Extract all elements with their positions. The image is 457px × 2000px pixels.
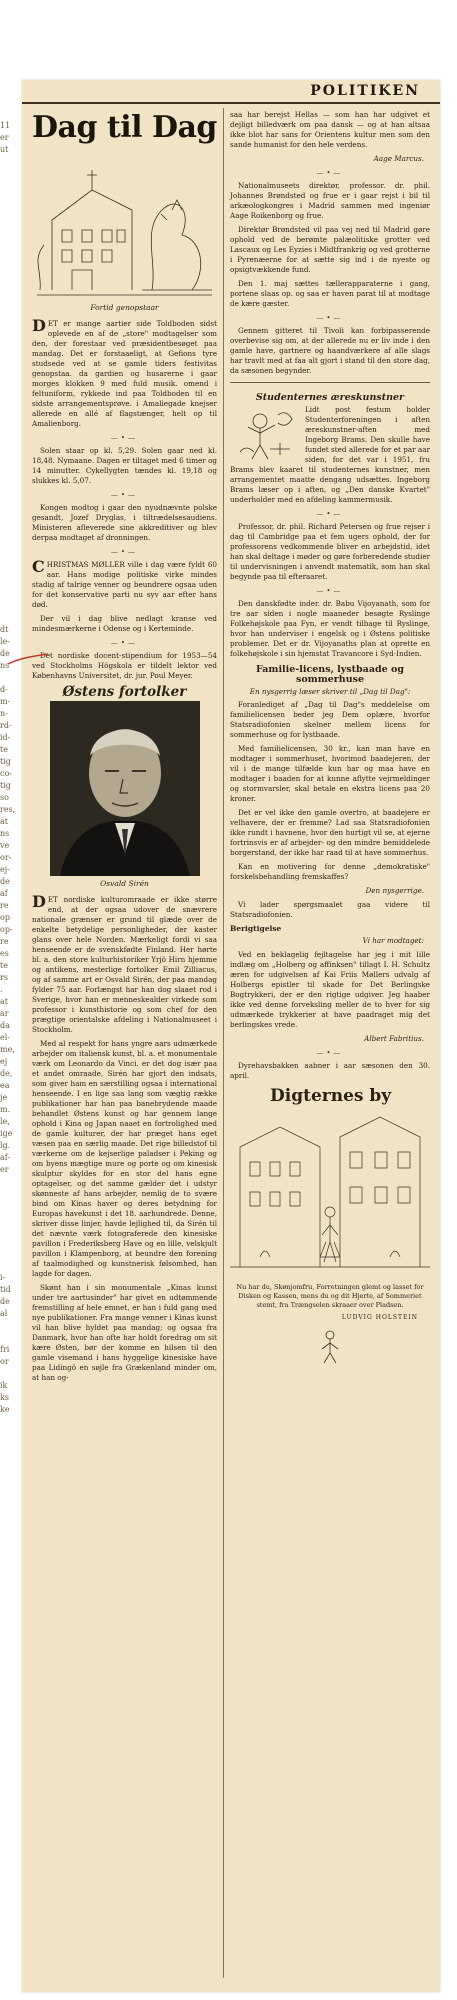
paragraph: Gennem gitteret til Tivoli kan forbipasserende overbevise sig om, at der allerede nu er liv inde i den gamle have, gartnere og haandværkere af alle slags har travlt med at faa alt gjort i stand til den store dag, da sæsonen begynder. xyxy=(230,326,430,375)
street-sketch xyxy=(230,1107,430,1277)
signature: Den nysgerrige. xyxy=(365,886,424,895)
paragraph: Den 1. maj sættes tællerapparaterne i gang, portene slaas op. og saa er haven parat til at modtage de kære gæster. xyxy=(230,279,430,308)
photo-caption: Osvald Sirén xyxy=(100,879,149,888)
divider-ornament: —•— xyxy=(316,1049,344,1057)
paragraph: Kongen modtog i gaar den nyudnævnte polske gesandt, Jozef Dryglas, i tiltrædelsesaudiens. Ministeren afleverede sine akkreditiver og blev derpaa modtaget af dronningen. xyxy=(32,503,217,542)
column-rule xyxy=(223,108,224,1978)
section-subheading: En nysgerrig læser skriver til „Dag til Dag": xyxy=(249,687,411,696)
paragraph: Foranlediget af „Dag til Dag"s meddelelse om familielicensen beder jeg Dem oplære, hvorfor Statsradiofonien skelner mellem licens for sommerhuse og for lystbaade. xyxy=(230,700,430,739)
small-figure-sketch xyxy=(310,1327,350,1367)
divider-ornament: —•— xyxy=(110,491,139,499)
column-right xyxy=(230,110,430,1367)
newspaper-clipping xyxy=(22,80,440,1992)
divider-ornament: —•— xyxy=(110,639,139,647)
paragraph: Nationalmuseets direktør, professor. dr. phil. Johannes Brøndsted og frue er i gaar rejst i bil til arkæologkongres i Madrid sammen med ingeniør Aage Roikenborg og frue. xyxy=(230,181,430,220)
section-title: Digternes by xyxy=(270,1086,392,1106)
divider-ornament: —•— xyxy=(316,587,344,595)
adjacent-column-fragment: 11 er ut dt le- de ns d- m- n- rd- id- te tig co- tig so res, at ns ve or- ej- de af re op op- re es te rs . at ar da el- me, ej de, ea je m. le, ige lg. af- er i- tid de al fri or ik ks ke xyxy=(0,121,16,1414)
paragraph: Der vil i dag blive nedlagt kranse ved mindesmærkerne i Odense og i Kerteminde. xyxy=(32,614,217,633)
poem-author: LUDVIG HOLSTEIN xyxy=(341,1314,418,1321)
toldboden-sketch xyxy=(32,150,217,300)
paragraph: Med al respekt for hans yngre aars udmærkede arbejder om italiensk kunst, bl. a. et monumentale værk om Leonardo da Vinci. er det dog især paa et andet omraade, Sirén har gjort den indsats, som giver ham en særstilling ogsaa i international henseende. I en lige saa lang som vægtig række publikationer har han paa banebrydende maade behandlet Østens kunst og har gennem lange ophold i Kina og Japan naaet en fortrolighed med de gamle kulturer, der har præget hans eget væsen paa en særlig maade. Det rige billedstof til værkerne om de kejserlige paladser i Peking og om byens mægtige mure og porte og om kinesisk skulptur skyldes for en stor del hans egne optagelser, og det samme gælder det i udstyr skønneste af hans arbejder, nemlig de to svære bind om Kinas haver og deres betydning for Europas havekunst i det 18. aarhundrede. Denne, skriver disse linjer, havde lejlighed til, da Sirén til det nævnte værk fotograferede den kinesiske pavillon i Frederiksberg Have og en lille, velskjult pavillon i Klampenborg, at beundre den forening af taalmodighed og kunstnerisk følsomhed, han lagde for dagen. xyxy=(32,1039,217,1278)
divider-ornament: —•— xyxy=(316,169,344,177)
divider-ornament: —•— xyxy=(316,314,344,322)
paragraph: Vi lader spørgsmaalet gaa videre til Statsradiofonien. xyxy=(230,900,430,919)
red-pencil-mark xyxy=(6,650,50,670)
paragraph: Direktør Brøndsted vil paa vej ned til Madrid gøre ophold ved de berømte palæolitiske grotter ved Lascaux og Les Eyzies i Midtfrankrig og ved grotterne i Pyrenæerne for at sætte sig ind i de nyeste og opsigtvækkende fund. xyxy=(230,225,430,274)
masthead xyxy=(22,80,440,104)
signature: Albert Fabritius. xyxy=(364,1034,424,1043)
section-heading: Berigtigelse xyxy=(230,924,282,933)
headline: Dag til Dag xyxy=(32,110,217,145)
section-box xyxy=(230,382,430,505)
student-sketch xyxy=(230,407,300,462)
section-subheading: Vi har modtaget: xyxy=(362,936,424,945)
paragraph: DET er mange aartier side Toldboden sidst oplevede en af de „store" modtagelser som den, der forestaar ved præsidentbesøget paa mandag. Det er forstaaeligt, at Gefions tyre studsede ved at se gamle tiders festivitas genopstaa. da gardien og husarerne i gaar morges klokken 9 med fuld musik. omend i feltuniform, rykkede ind paa Toldboden til en sidste arrangementsprøve. i Amaliegade knejser allerede en allé af flagstænger, helt op til Amalienborg. xyxy=(32,316,217,428)
section-heading: Studenternes æreskunstner xyxy=(255,392,405,403)
paragraph: Skønt han i sin monumentale „Kinas kunst under tre aartusinder" har givet en udtømmende fremstilling af hele emnet, er han i fuld gang med nye publikationer. Fra mange venner i Kinas kunst vil han blive hyldet paa mandag; og ogsaa fra Danmark, hvor han ofte har holdt foredrag om sit kære Østen, bør der komme en hilsen til den gamle visemand i hans hyggelige kinesiske have paa Lidingö en søjle fra Grækenland minder om, at han og- xyxy=(32,1283,217,1382)
divider-ornament: —•— xyxy=(110,548,139,556)
paragraph: Med familielicensen, 30 kr., kan man have en modtager i sommerhuset, hvorimod baadejeren, der vil i de mange tilfælde kun har og maa have en modtager i baaden for at kunne aflytte vejrmeldinger og stormvarsler, skal betale en ekstra licens paa 20 kroner. xyxy=(230,744,430,803)
paragraph: Solen staar op kl. 5,29. Solen gaar ned kl. 18,48. Nymaane. Dagen er tiltaget med 6 timer og 14 minutter. Cykellygten tændes kl. 19,18 og slukkes kl. 5,07. xyxy=(32,446,217,485)
paragraph: Kan en motivering for denne „demokratiske" forskelsbehandling fremskaffes? xyxy=(230,862,430,881)
sketch-caption: Fortid genopstaar xyxy=(90,303,159,312)
divider-ornament: —•— xyxy=(110,434,139,442)
paragraph: Det nordiske docent-stipendium for 1953—54 ved Stockholms Högskola er tildelt lektor ved Københavns Universitet, dr. jur. Poul Meyer. xyxy=(32,651,217,680)
portrait-photo xyxy=(50,701,200,876)
newspaper-name: POLITIKEN xyxy=(310,83,420,99)
divider-ornament: —•— xyxy=(316,510,344,518)
paragraph: Den danskfødte inder. dr. Babu Vijoyanath, som for tre aar siden i nogle maaneder besøgte Ryslinge Folkehøjskole paa Fyn, er vendt tilbage til Ryslinge, hvor han underviser i engelsk og i Østens politiske problemer. Det er dr. Vijoyanaths plan at oprette en folkehøjskole i sin hjemstat Travancore i Syd-Indien. xyxy=(230,599,430,658)
paragraph: Lidt post festum holder Studenterforeningen i aften æreskunstner-aften med Ingeborg Brams. Den skulle have fundet sted allerede for et par aar siden, for det var i 1951, fru Brams blev kaaret til studenternes kunstner, men arrangementet maatte dengang udsættes. Ingeborg Brams læser op i aften, og „Den danske Kvartet" underholder med en afdeling kammermusik. xyxy=(230,405,430,504)
paragraph: Det er vel ikke den gamle overtro, at baadejere er velhavere, der er fremme? Lad saa Statsradiofonien ikke rundt i havnene, hvor den hurtigt vil se, at ejerne fortrinsvis er af arbejder- og den mindre bemiddelede borgerstand, der ikke har raad til at have sommerhus. xyxy=(230,808,430,857)
sub-headline: Østens fortolker xyxy=(62,684,187,700)
paragraph: saa har berejst Hellas — som han har udgivet et dejligt billedværk om paa dansk — og at han altsaa ikke blot har sans for Orientens kultur men som den sande humanist for den hele verdens. xyxy=(230,110,430,149)
column-left xyxy=(32,110,217,1387)
poem-verse: Nu har du, Skønjomfru, Forretningen glemt og lasset for Disken og Kassen, mens du og dit Hjerte, af Sommeriet stemt, fra Trængselen skraaer over Pladsen. xyxy=(236,1283,424,1309)
signature: Aage Marcus. xyxy=(373,154,424,163)
paragraph: DET nordiske kulturomraade er ikke større end, at der ogsaa udover de snævrere nationale grænser er grund til glæde over de enkelte betydelige personligheder, der kaster glans over hele Norden. Mærkeligt fordi vi saa henseende er de svenskfødte Finland. Her hørte bl. a. den store kulturhistoriker Yrjö Hirn hjemme og antikens, mesterlige fortolker Emil Zilliacus, og af samme art er Osvald Sirén, der paa mandag fylder 75 aar. Forlængst har han dog slaaet rod i Sverige, hvor han er menneskealder virkede som professor i kunsthistorie og som chef for den prægtige orientalske afdeling i Nationalmuseet i Stockholm. xyxy=(32,892,217,1034)
paragraph: Professor, dr. phil. Richard Petersen og frue rejser i dag til Cambridge paa et fem ugers ophold, der for professorens vedkommende bliver en arbejdstid, idet han skal deltage i møder og gøre forberedende studier til undervisningen i anvendt matematik, som han skal begynde paa til efteraaret. xyxy=(230,522,431,581)
paragraph: Ved en beklagelig fejltagelse har jeg i mit lille indlæg om „Holberg og affinksen" tillagt I. H. Schultz æren for udgivelsen af Kai Friis Møllers udvalg af Holbergs epistler til skade for Det Berlingske Bogtrykkeri, der er den rigtige udgiver. Jeg haaber ikke ved denne forveksling meller de to hver for sig udmærkede trykkerier at have paadraget mig det berlingskes vrede. xyxy=(230,950,430,1029)
paragraph: CHRISTMAS MØLLER ville i dag være fyldt 60 aar. Hans modige politiske virke mindes stadig af talrige venner og beundrere ogsaa uden for det konservative parti nu syv aar efter hans død. xyxy=(32,557,217,609)
paragraph: Dyrehavsbakken aabner i aar sæsonen den 30. april. xyxy=(230,1061,430,1080)
section-heading: Familie-licens, lystbaade og sommerhuse xyxy=(256,664,404,685)
